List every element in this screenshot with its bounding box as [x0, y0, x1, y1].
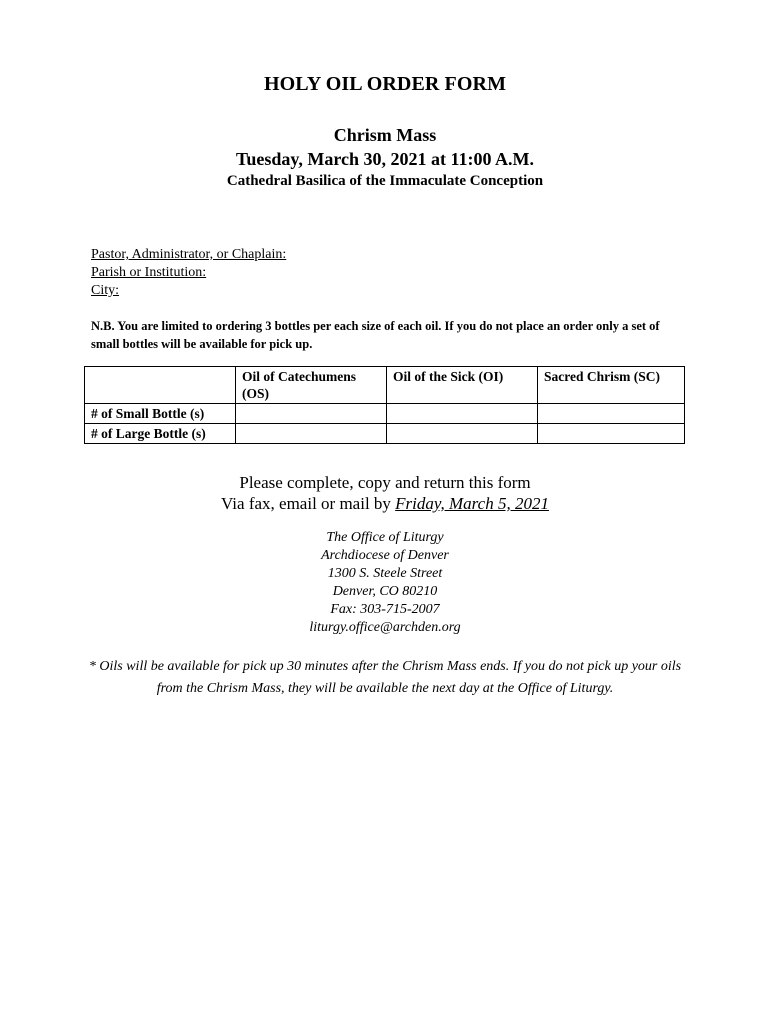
order-limit-note: N.B. You are limited to ordering 3 bottles per each size of each oil. If you do not place an order only a set of small bottles will be available for pick up. [91, 319, 660, 351]
address-city: Denver, CO 80210 [332, 584, 438, 599]
city-field-label[interactable]: City: [91, 283, 120, 298]
form-title: HOLY OIL ORDER FORM [263, 73, 507, 95]
table-header-blank [85, 367, 236, 404]
deadline-date: Friday, March 5, 2021 [395, 494, 549, 513]
small-oi-cell[interactable] [387, 404, 538, 424]
table-row [85, 404, 685, 424]
table-header-catechumens: Oil of Catechumens (OS) [236, 367, 387, 404]
table-header-row [85, 367, 685, 404]
instructions-prefix: Via fax, email or mail by [221, 494, 396, 513]
table-header-chrism: Sacred Chrism (SC) [538, 367, 685, 404]
address-org: Archdiocese of Denver [321, 548, 449, 563]
oil-order-table [84, 366, 685, 444]
small-os-cell[interactable] [236, 404, 387, 424]
table-row [85, 424, 685, 444]
event-location: Cathedral Basilica of the Immaculate Conception [226, 173, 544, 189]
address-fax: Fax: 303-715-2007 [330, 602, 440, 617]
address-email[interactable]: liturgy.office@archden.org [309, 620, 461, 635]
instructions-line-2 [0, 494, 770, 514]
address-street: 1300 S. Steele Street [327, 566, 443, 581]
pickup-footnote: * Oils will be available for pick up 30 minutes after the Chrism Mass ends. If you do not pick up your oils from the Chrism Mass, they will be available the next day at the Office of Liturgy. [88, 659, 682, 696]
address-office: The Office of Liturgy [326, 530, 444, 545]
row-label-small: # of Small Bottle (s) [85, 404, 236, 424]
pastor-field-label[interactable]: Pastor, Administrator, or Chaplain: [91, 247, 287, 262]
event-date: Tuesday, March 30, 2021 at 11:00 A.M. [235, 149, 535, 169]
table-header-sick: Oil of the Sick (OI) [387, 367, 538, 404]
event-name: Chrism Mass [333, 125, 437, 145]
large-sc-cell[interactable] [538, 424, 685, 444]
large-os-cell[interactable] [236, 424, 387, 444]
small-sc-cell[interactable] [538, 404, 685, 424]
row-label-large: # of Large Bottle (s) [85, 424, 236, 444]
large-oi-cell[interactable] [387, 424, 538, 444]
parish-field-label[interactable]: Parish or Institution: [91, 265, 207, 280]
instructions-line-1: Please complete, copy and return this form [239, 473, 531, 492]
